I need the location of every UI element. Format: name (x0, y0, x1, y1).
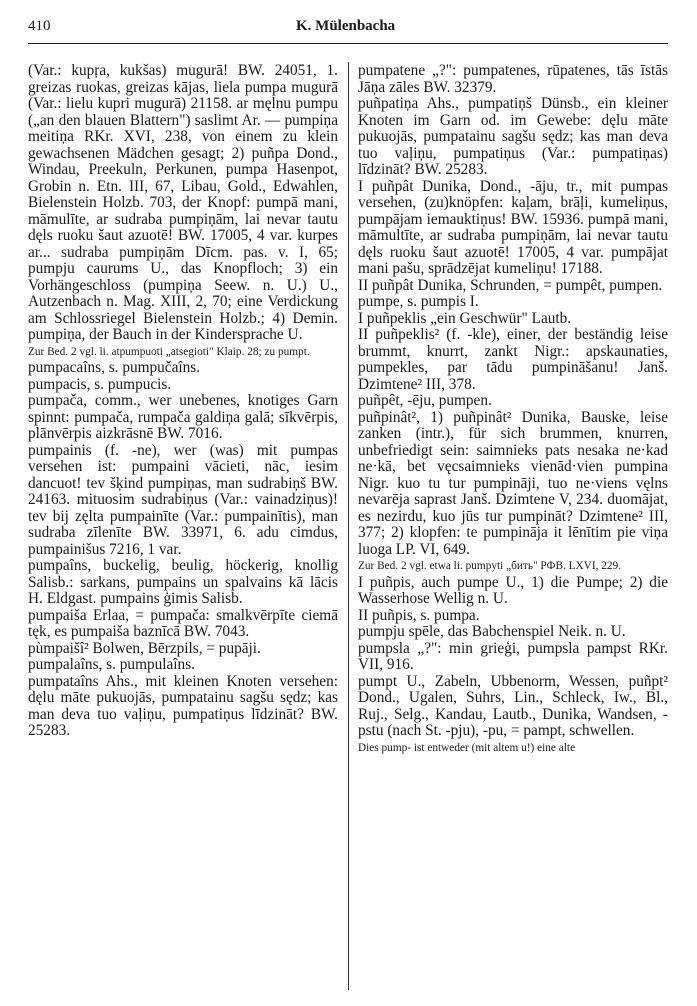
entry-pumpis-2: II puñpis, s. pumpa. (358, 606, 480, 624)
entry-pumpatains: pumpataîns Ahs., mit kleinen Knoten versehen: dęlu māte pukuojās, pumpatainu sagšu sędz; kas man deva tuo vaļiņu, pumpatiņus līdzināt? BW. 25283. (28, 672, 338, 739)
entry-pumpe: pumpe, s. pumpis I. (358, 293, 479, 310)
entry-pumpt: pumpt U., Zabeln, Ubbenorm, Wessen, puñpt² Dond., Ugalen, Suhrs, Lin., Schleck, Iw., Bl., Ruj., Selg., Kandau, Lautb., Dunika, Wandsen, -pstu (nach St. -pju), -pu, = pampt, schwellen. (358, 672, 668, 739)
entry-pumpalains: pumpalaîns, s. pumpulaîns. (28, 656, 195, 673)
entry-pumpacains: pumpacaîns, s. pumpučaîns. (28, 359, 201, 376)
entry-pumpsla: pumpsla „?": min grieģi, pumpsla pampst RKr. VII, 916. (358, 639, 668, 673)
entry-text: (Var.: kupŗa, kukšas) mugurā! BW. 24051, 1. greizas ruokas, greizas kājas, liela pumpa mugurā (Var.: lielu kupri mugurā) 21158. ar męlnu pumpu („an den blauen Blattern") saslimt Ar. — pumpiņa meitiņa RKr. XVI, 238, von einem zu klein gewachsenen Mädchen gesagt; 2) puñpa Dond., Windau, Preekuln, Perkunen, pumpa Hasenpot, Grobin n. Etn. III, 67, Libau, Gold., Edwahlen, Bielenstein Holzb. 703, der Knopf: pumpā mani, māmulīte, ar sudraba pumpiņām, lai nevar tautu dęls ruoku šaut azuotē! BW. 17005, 4 var. kurpes ar... sudraba pumpiņām Dīcm. pas. v. I, 65; pumpju caurums U., das Knopfloch; 3) ein Vorhängeschloss (pumpiņa Seew. n. U.) U., Autzenbach n. Mag. XIII, 2, 70; eine Verdickung am Schlossriegel Bielenstein Holzb.; 4) Demin. pumpiņa, der Bauch in der Kindersprache U. (28, 62, 338, 343)
running-head: K. Mülenbacha (296, 18, 396, 34)
entry-pumpeklis-1: I puñpeklis „ein Geschwür" Lautb. (358, 309, 572, 327)
header-rule (28, 43, 668, 44)
entry-pumpinat: puñpinât², 1) puñpinât² Dunika, Bauske, leise zanken (intr.), für sich brummen, knurren, unbefriedigt sein: saimnieks pats nesaka ne·kad ne·kā, bet vęcsaimnieks vienād·vien pumpina Nigr. kuo tu tur pumpināji, tuo ne·viens vęlns nevarēja saprast Janš. Dzimtene V, 234. duomājat, es nezirdu, kuo jūs tur pumpināt? Dzimtene² III, 377; 2) klopfen: te pumpināja it lēnītim pie viņa luoga LP. VI, 649. (358, 408, 668, 558)
right-column (358, 63, 668, 756)
left-column (28, 63, 338, 740)
entry-pumpis-1: I puñpis, auch pumpe U., 1) die Pumpe; 2) die Wasserhose Wellig n. U. (358, 573, 668, 607)
entry-pumpains: pumpaîns, buckelig, beulig, höckerig, knollig Salisb.: sarkans, pumpains un spalvains kā lācis H. Eldgast. pumpains ģimis Salisb. (28, 557, 338, 607)
column-divider (348, 62, 349, 990)
entry-pumpacis: pumpacis, s. pumpucis. (28, 375, 172, 393)
entry-pumpatina: puñpatiņa Ahs., pumpatiņš Dünsb., ein kleiner Knoten im Garn od. im Gewebe: dęlu māte pukuojās, pumpatainu sagšu sędz; kas man deva tuo vaļiņu, pumpatiņus (Var.: pumpatiņas) līdzināt? BW. 25283. (358, 95, 668, 178)
etymology-note: Zur Bed. 2 vgl. li. atpumpuoti „atsegioti" Klaip. 28; zu pumpt. (28, 345, 310, 358)
entry-pumpat-1: I puñpât Dunika, Dond., -āju, tr., mit pumpas versehen, (zu)knöpfen: kaļam, brāļi, kumeliņus, pumpājam iemauktiņus! BW. 15936. pumpā mani, māmultīte, ar sudraba pumpiņām, lai nevar tautu dęls ruoku šaut azuotē! 17005, 4 var. pumpājat mani pašu, sprādzējat kumeliņu! 17188. (358, 177, 668, 277)
entry-pumpaca: pumpača, comm., wer unebenes, knotiges Garn spinnt: pumpača, rumpača galdiņa galā; sīkvērpis, plānvērpis aizkrāsnē BW. 7016. (28, 392, 338, 442)
page-number: 410 (28, 18, 51, 34)
entry-pumpaisi: pùmpaišî² Bolwen, Bērzpils, = pupāji. (28, 639, 261, 657)
entry-pumpaisa: pumpaiša Erlaa, = pumpača: smalkvērpīte ciemā tęk, es pumpaiša baznīcā BW. 7043. (28, 606, 338, 640)
etymology-note: Dies pump- ist entweder (mit altem u!) eine alte (358, 741, 576, 754)
entry-pumpet: puñpêt, -ēju, pumpen. (358, 392, 492, 409)
entry-pumpainis: pumpainis (f. -ne), wer (was) mit pumpas versehen ist: pumpaini vācieti, nāc, iesim dancuot! tev šķind pumpiņas, man sudrabiņš BW. 24163. mituosim sudrabiņus (Var.: vainadziņus)! tev bij zęlta pumpainīte (Var.: pumpainītis), man sudraba zīlenīte BW. 33971, 6. adu cimdus, pumpainišus 7216, 1 var. (28, 441, 338, 558)
entry-pumpatene: pumpatene „?": pumpatenes, rūpatenes, tās īstās Jāņa zāles BW. 32379. (358, 62, 668, 96)
entry-pumpeklis-2: II puñpeklis² (f. -kle), einer, der beständig leise brummt, knurrt, zankt Nigr.: apskaunaties, pumpekles, par tādu pumpināšanu! Janš. Dzimtene² III, 378. (358, 326, 668, 393)
entry-pumpju-spele: pumpju spēle, das Babchenspiel Neik. n. U. (358, 623, 626, 640)
etymology-note: Zur Bed. 2 vgl. etwa li. pumpyti „бить" РФВ. LXVI, 229. (358, 560, 622, 572)
page-header (28, 18, 668, 42)
entry-pumpat-2: II puñpât Dunika, Schrunden, = pumpêt, pumpen. (358, 276, 663, 294)
